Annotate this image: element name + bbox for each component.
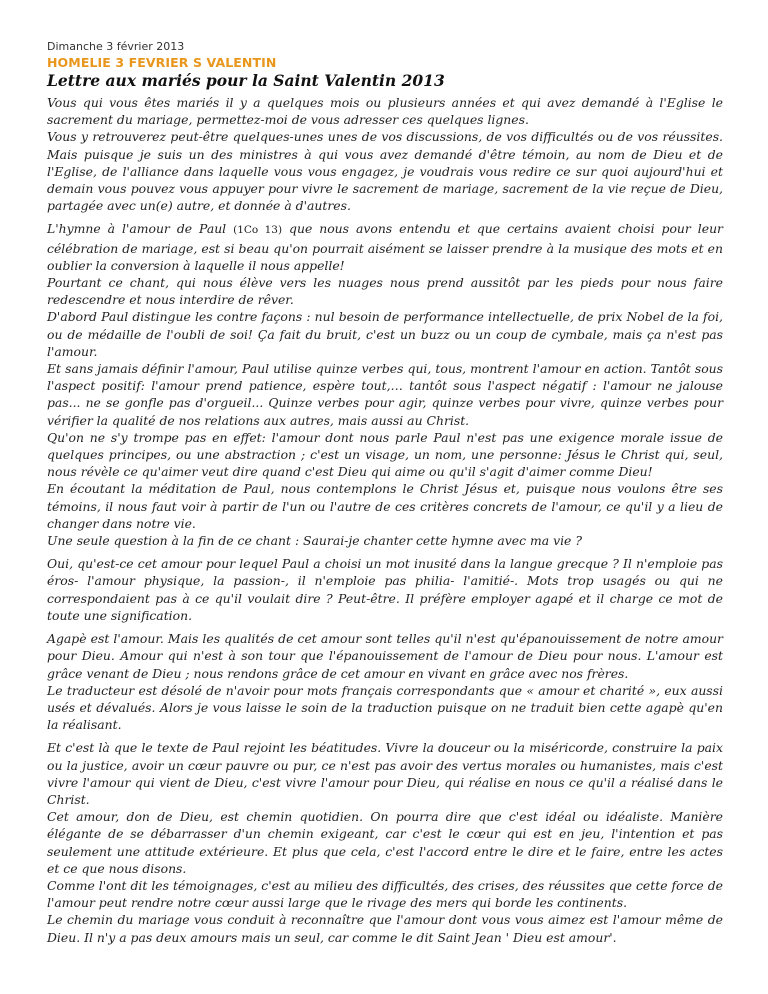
paragraph: Une seule question à la fin de ce chant : Saurai-je chanter cette hymne avec ma vie ? xyxy=(47,533,582,549)
document-date: Dimanche 3 février 2013 xyxy=(47,40,185,53)
document-page xyxy=(47,40,723,946)
paragraph: Le chemin du mariage vous conduit à reconnaître que l'amour dont vous vous aimez est l'amour même de Dieu. Il n'y a pas deux amours mais un seul, car comme le dit Saint Jean ' Dieu est amour'. xyxy=(47,912,723,945)
paragraph: D'abord Paul distingue les contre façons : nul besoin de performance intellectuelle, de prix Nobel de la foi, ou de médaille de l'oubli de soi! Ça fait du bruit, c'est un buzz ou un coup de cymbale, mais ça n'est pas l'amour. xyxy=(47,309,723,359)
paragraph: Le traducteur est désolé de n'avoir pour mots français correspondants que « amour et charité », eux aussi usés et dévalués. Alors je vous laisse le soin de la traduction puisque on ne traduit bien cette agapè qu'en la réalisant. xyxy=(47,682,723,733)
scripture-reference: (1Co 13) xyxy=(233,224,283,237)
paragraph: Vous qui vous êtes mariés il y a quelques mois ou plusieurs années et qui avez demandé à l'Eglise le sacrement du mariage, permettez-moi de vous adresser ces quelques lignes. xyxy=(47,95,723,128)
paragraph: Oui, qu'est-ce cet amour pour lequel Paul a choisi un mot inusité dans la langue grecque ? Il n'emploie pas éros- l'amour physique, la passion-, il n'emploie pas philia- l'amitié-. Mots trop usagés ou qui ne correspondaient pas à ce qu'il voulait dire ? Peut-être. Il préfère employer agapé et il charge ce mot de toute une signification. xyxy=(47,556,723,623)
letter-body xyxy=(47,94,723,946)
paragraph-text: que nous avons entendu et que certains avaient choisi pour leur célébration de mariage, est si beau qu'on pourrait aisément se laisser prendre à la musique des mots et en oublier la conversion à laquelle il nous appelle! xyxy=(47,221,723,273)
paragraph: Vous y retrouverez peut-être quelques-unes unes de vos discussions, de vos difficultés ou de vos réussites. Mais puisque je suis un des ministres à qui vous avez demandé d'être témoin, au nom de Dieu et de l'Eglise, de l'alliance dans laquelle vous vous engagez, je voudrais vous redire ce sur quoi aujourd'hui et demain vous pouvez vous appuyer pour vivre le sacrement de mariage, sacrement de la vie reçue de Dieu, partagée avec un(e) autre, et donnée à d'autres. xyxy=(47,129,723,214)
paragraph xyxy=(47,220,723,274)
paragraph: Et sans jamais définir l'amour, Paul utilise quinze verbes qui, tous, montrent l'amour en action. Tantôt sous l'aspect positif: l'amour prend patience, espère tout,… tantôt sous l'aspect négatif : l'amour ne jalouse pas... ne se gonfle pas d'orgueil... Quinze verbes pour agir, quinze verbes pour vivre, quinze verbes pour vérifier la qualité de nos relations aux autres, mais aussi au Christ. xyxy=(47,361,723,428)
letter-title: Lettre aux mariés pour la Saint Valentin 2013 xyxy=(47,71,445,90)
paragraph: Qu'on ne s'y trompe pas en effet: l'amour dont nous parle Paul n'est pas une exigence morale issue de quelques principes, ou une abstraction ; c'est un visage, un nom, une personne: Jésus le Christ qui, seul, nous révèle ce qu'aimer veut dire quand c'est Dieu qui aime ou qu'il s'agit d'aimer comme Dieu! xyxy=(47,429,723,480)
paragraph: En écoutant la méditation de Paul, nous contemplons le Christ Jésus et, puisque nous voulons être ses témoins, il nous faut voir à partir de l'un ou l'autre de ces critères concrets de l'amour, ce qu'il y a lieu de changer dans notre vie. xyxy=(47,481,723,531)
paragraph: Comme l'ont dit les témoignages, c'est au milieu des difficultés, des crises, des réussites que cette force de l'amour peut rendre notre cœur aussi large que le rivage des mers qui borde les continents. xyxy=(47,877,723,911)
paragraph: Pourtant ce chant, qui nous élève vers les nuages nous prend aussitôt par les pieds pour nous faire redescendre et nous interdire de rêver. xyxy=(47,275,723,308)
paragraph: Agapè est l'amour. Mais les qualités de cet amour sont telles qu'il n'est qu'épanouissement de notre amour pour Dieu. Amour qui n'est à son tour que l'épanouissement de l'amour de Dieu pour nous. L'amour est grâce venant de Dieu ; nous rendons grâce de cet amour en vivant en grâce avec nos frères. xyxy=(47,631,723,681)
homily-heading: HOMELIE 3 FEVRIER S VALENTIN xyxy=(47,55,277,70)
paragraph: Cet amour, don de Dieu, est chemin quotidien. On pourra dire que c'est idéal ou idéaliste. Manière élégante de se débarrasser d'un chemin exigeant, car c'est le cœur qui est en jeu, l'intention et pas seulement une attitude extérieure. Et plus que cela, c'est l'accord entre le dire et le faire, entre les actes et ce que nous disons. xyxy=(47,809,723,876)
paragraph: Et c'est là que le texte de Paul rejoint les béatitudes. Vivre la douceur ou la miséricorde, construire la paix ou la justice, avoir un cœur pauvre ou pur, ce n'est pas avoir des vertus morales ou humanistes, mais c'est vivre l'amour qui vient de Dieu, c'est vivre l'amour pour Dieu, qui réalise en nous ce qu'il a réalisé dans le Christ. xyxy=(47,740,723,807)
paragraph-text: L'hymne à l'amour de Paul xyxy=(47,221,234,237)
